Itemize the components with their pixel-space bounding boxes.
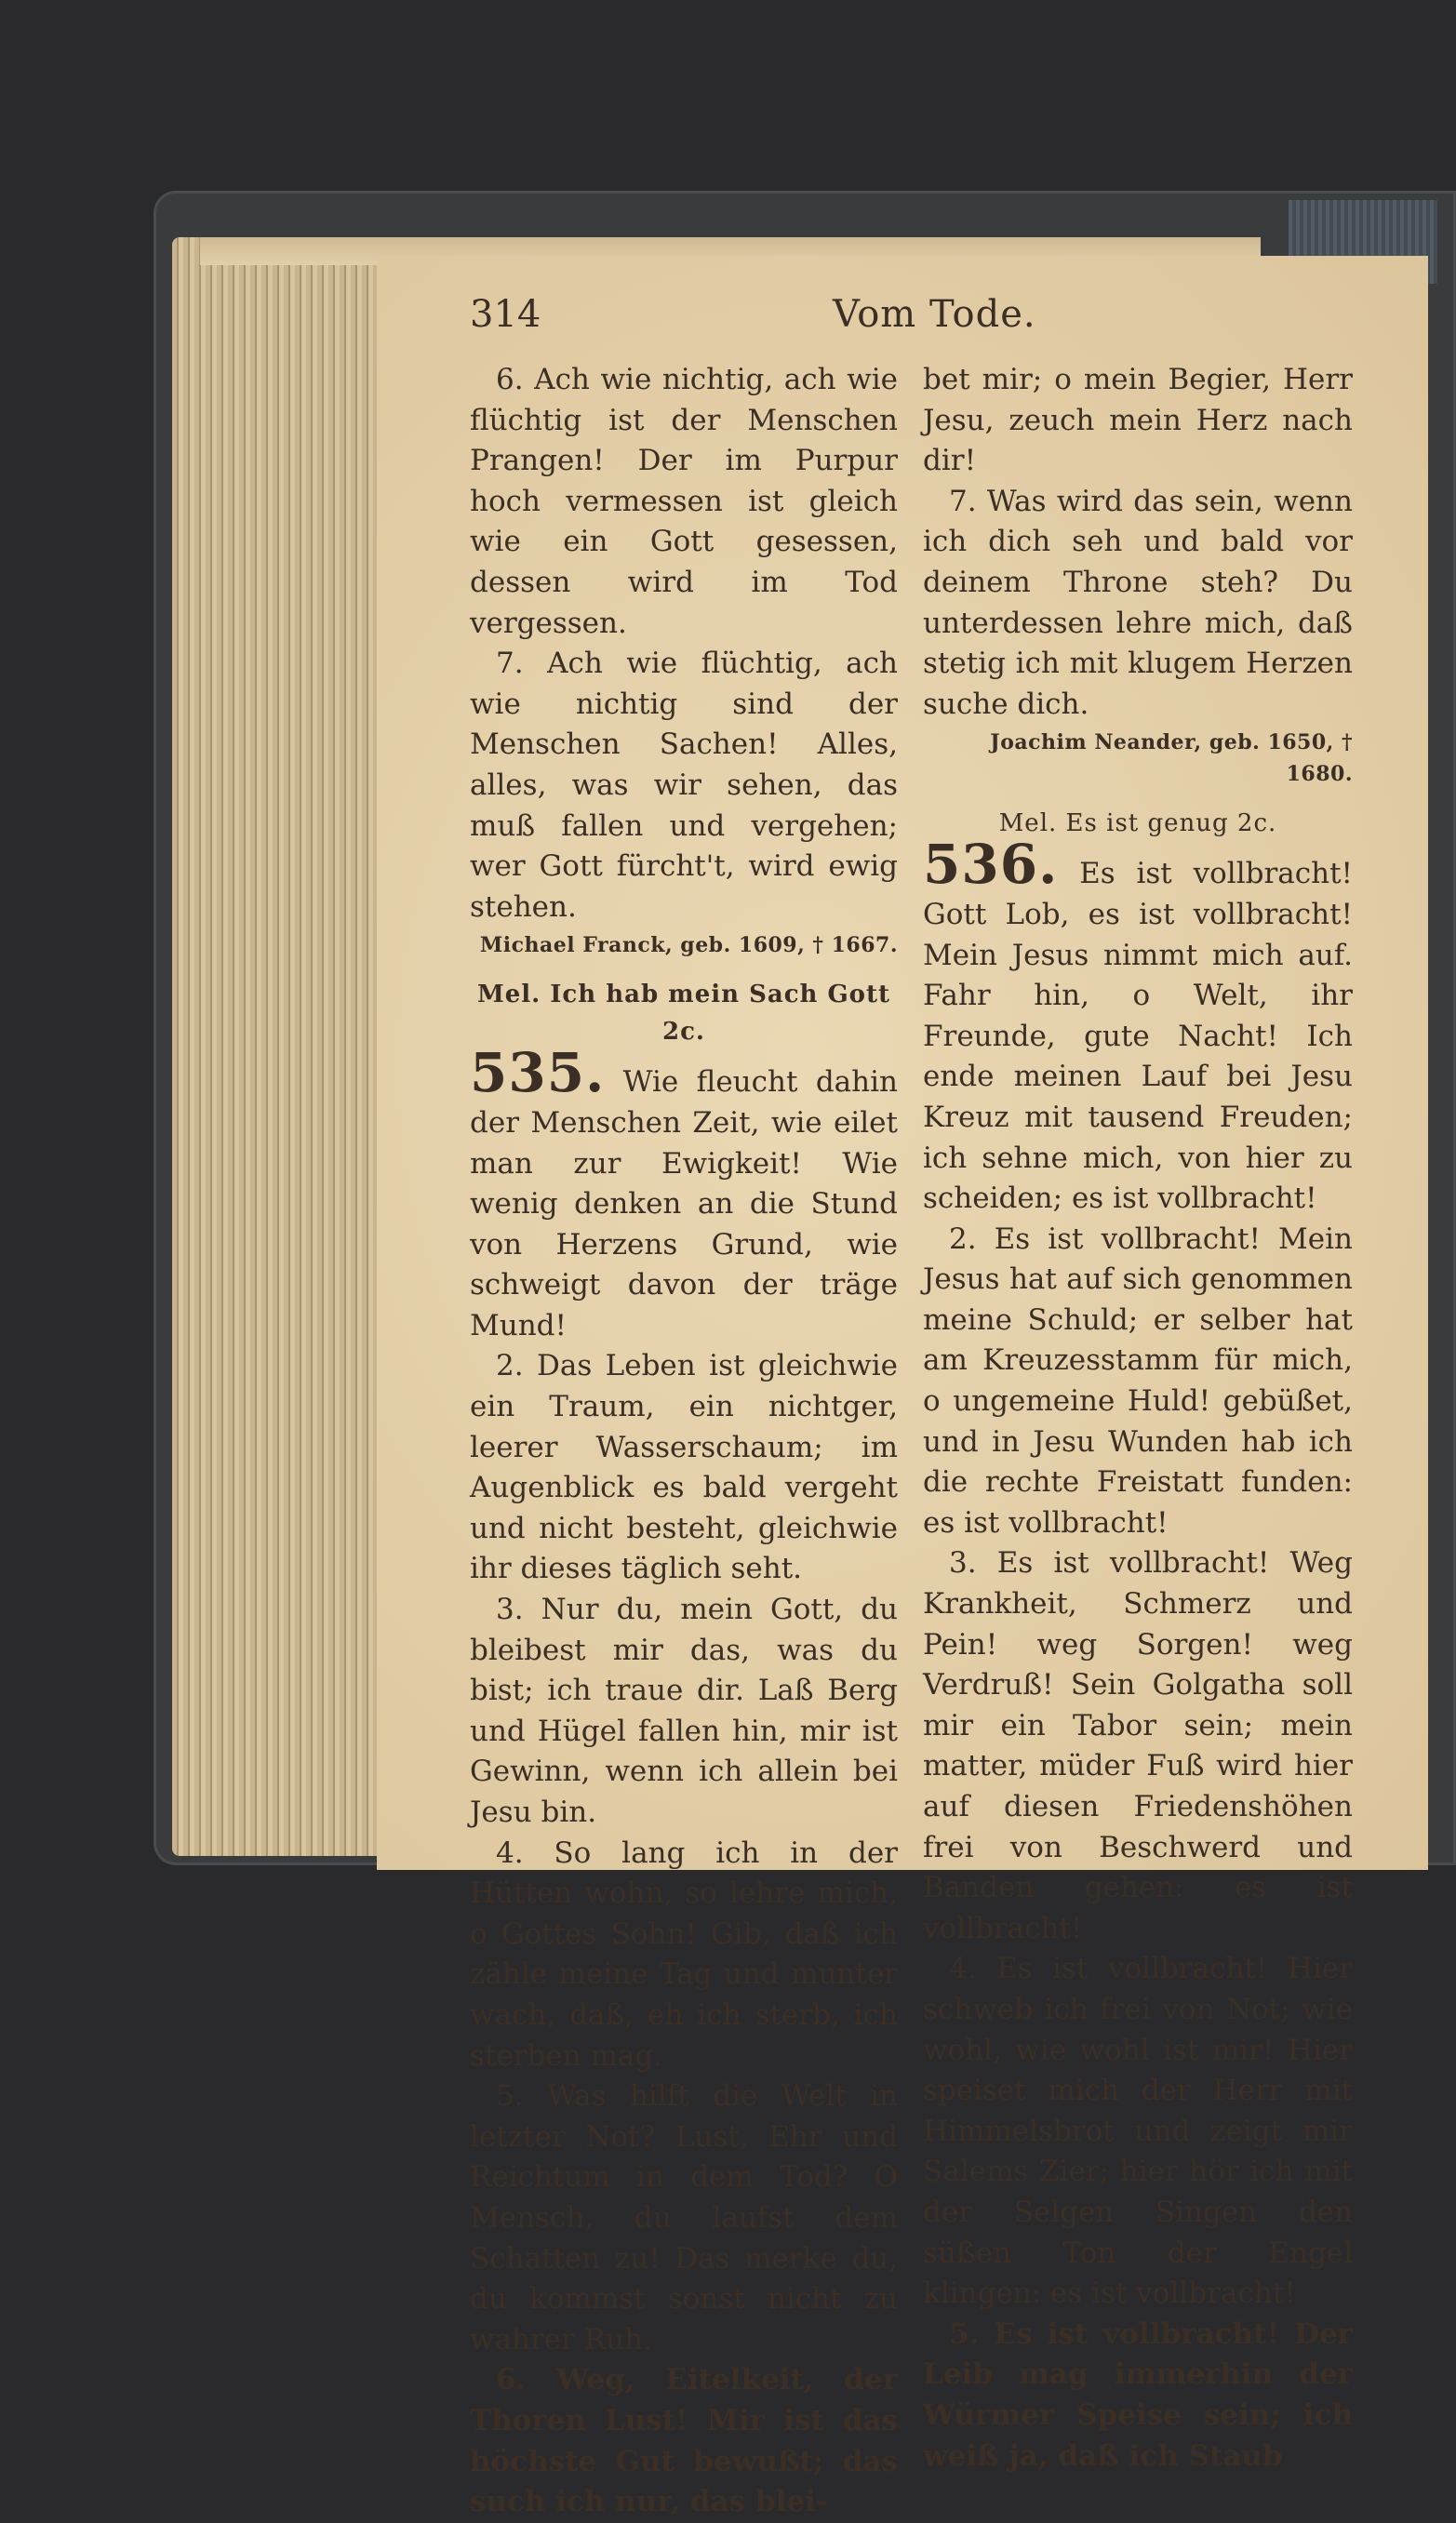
verse: 6. Ach wie nichtig, ach wie flüchtig ist der Menschen Prangen! Der im Purpur hoch vermessen ist gleich wie ein Gott gesessen, dessen wird im Tod vergessen. (470, 363, 898, 640)
verse-text: Es ist vollbracht! Gott Lob, es ist vollbracht! Mein Jesus nimmt mich auf. Fahr hin, o Welt, ihr Freunde, gute Nacht! Ich ende meinen Lauf bei Jesu Kreuz mit tausend Freuden; ich sehne mich, von hier zu scheiden; es ist vollbracht! (923, 857, 1353, 1216)
hymn-author: Michael Franck, geb. 1609, † 1667. (479, 933, 898, 958)
page-edges (172, 237, 405, 1856)
page-header (470, 293, 1363, 358)
verse: 3. Es ist vollbracht! Weg Krankheit, Schmerz und Pein! weg Sorgen! weg Verdruß! Sein Golgatha soll mir ein Tabor sein; mein matter, müder Fuß wird hier auf diesen Friedenshöhen frei von Beschwerd und Banden gehen: es ist vollbracht! (923, 1546, 1353, 1945)
melody-line: Mel. Ich hab mein Sach Gott 2c. (476, 981, 891, 1047)
verse: 4. Es ist vollbracht! Hier schweb ich frei von Not; wie wohl, wie wohl ist mir! Hier speiset mich der Herr mit Himmelsbrot und zeigt mir Salems Zier; hier hör ich mit der Selgen Singen den süßen Ton der Engel klingen: es ist vollbracht! (923, 1952, 1353, 2311)
verse: 5. Was hilft die Welt in letzter Not? Lust, Ehr und Reichtum in dem Tod? O Mensch, du laufst dem Schatten zu! Das merke du, du kommst sonst nicht zu wahrer Ruh. (470, 2079, 898, 2356)
hymn-author: Joachim Neander, geb. 1650, † 1680. (990, 730, 1353, 787)
verse: 6. Weg, Eitelkeit, der Thoren Lust! Mir ist das höchste Gut bewußt; das such ich nur, das blei- (470, 2363, 898, 2519)
melody-line: Mel. Es ist genug 2c. (998, 809, 1277, 838)
left-column (470, 360, 898, 2519)
right-column (923, 360, 1353, 2473)
verse-continuation: bet mir; o mein Begier, Herr Jesu, zeuch mein Herz nach dir! (923, 363, 1353, 478)
verse: 3. Nur du, mein Gott, du bleibest mir das, was du bist; ich traue dir. Laß Berg und Hügel fallen hin, mir ist Gewinn, wenn ich allein bei Jesu bin. (470, 1593, 898, 1829)
verse: 4. So lang ich in der Hütten wohn, so lehre mich, o Gottes Sohn! Gib, daß ich zähle meine Tag und munter wach, daß, eh ich sterb, ich sterben mag. (470, 1836, 898, 2073)
hymn-number: 536. (923, 833, 1059, 897)
hymn-number: 535. (470, 1041, 606, 1105)
verse: 2. Das Leben ist gleichwie ein Traum, ein nichtger, leerer Wasserschaum; im Augenblick es bald vergeht und nicht besteht, gleichwie ihr dieses täglich seht. (470, 1349, 898, 1586)
verse: 5. Es ist vollbracht! Der Leib mag immerhin der Würmer Speise sein; ich weiß ja, daß ich Staub (923, 2316, 1353, 2473)
verse-text: Wie fleucht dahin der Menschen Zeit, wie eilet man zur Ewigkeit! Wie wenig denken an die Stund von Herzens Grund, wie schweigt davon der träge Mund! (470, 1065, 898, 1342)
page-number: 314 (470, 293, 541, 336)
running-title: Vom Tode. (833, 293, 1036, 336)
verse: 7. Was wird das sein, wenn ich dich seh und bald vor deinem Throne steh? Du unterdessen lehre mich, daß stetig ich mit klugem Herzen suche dich. (923, 484, 1353, 721)
verse: 2. Es ist vollbracht! Mein Jesus hat auf sich genommen meine Schuld; er selber hat am Kreuzesstamm für mich, o ungemeine Huld! gebüßet, und in Jesu Wunden hab ich die rechte Freistatt funden: es ist vollbracht! (923, 1221, 1353, 1540)
verse: 7. Ach wie flüchtig, ach wie nichtig sind der Menschen Sachen! Alles, alles, was wir sehen, das muß fallen und vergehen; wer Gott fürcht't, wird ewig stehen. (470, 647, 898, 924)
hymn-536-verse-1 (923, 833, 1353, 1219)
hymn-535-verse-1 (470, 1041, 898, 1346)
book-page (377, 256, 1428, 2519)
